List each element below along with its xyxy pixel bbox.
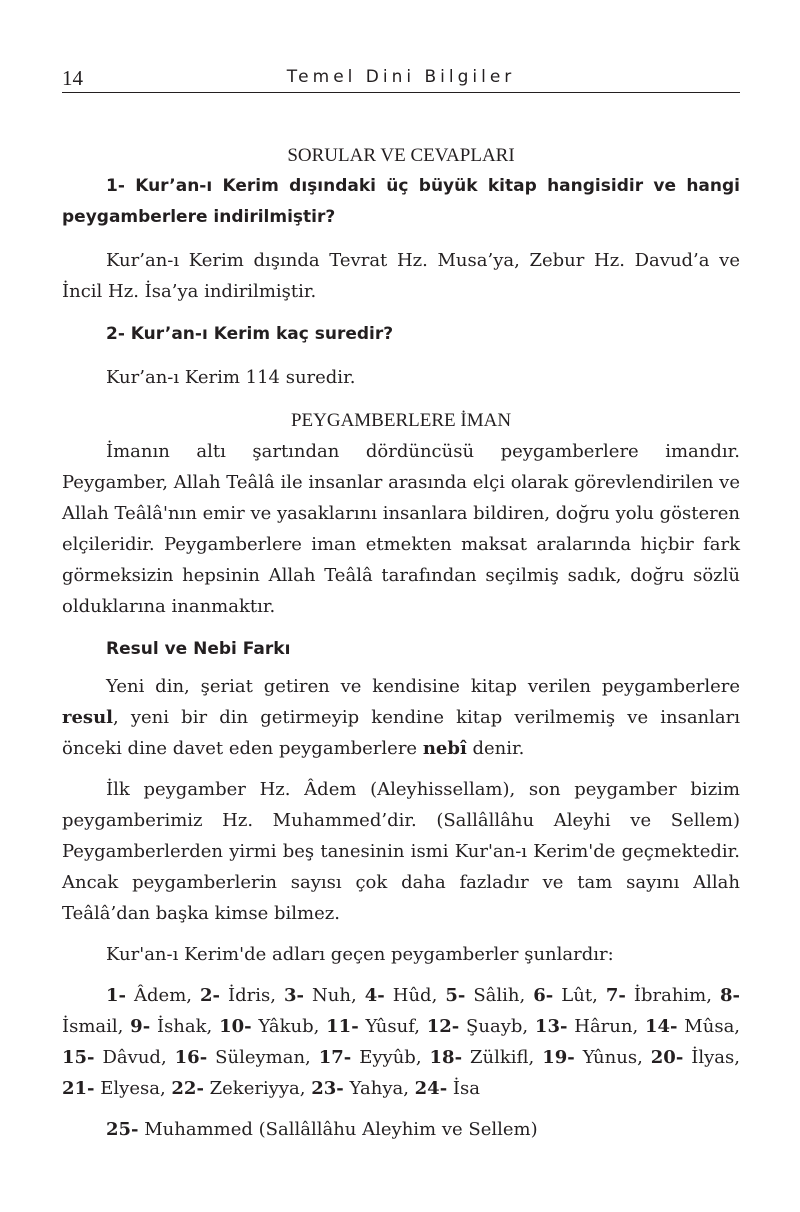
page-content (62, 140, 740, 1155)
prophet-number: 9- (130, 1016, 151, 1037)
answer-2: Kur’an-ı Kerim 114 suredir. (106, 367, 356, 388)
answer-1: Kur’an-ı Kerim dışında Tevrat Hz. Musa’ya, Zebur Hz. Davud’a ve İncil Hz. İsa’ya indirilmiştir. (62, 250, 740, 302)
prophet-name: Zülkifl, (462, 1047, 543, 1068)
prophet-number: 13- (534, 1016, 568, 1037)
prophet-name: Zekeriyya, (203, 1078, 312, 1099)
prophet-name: Sâlih, (465, 985, 534, 1006)
paragraph-first-last-prophet: İlk peygamber Hz. Âdem (Aleyhissellam), son peygamber bizim peygamberimiz Hz. Muhammed’dir. (Sallâllâhu Aleyhi ve Sellem) Peygamberlerden yirmi beş tanesinin ismi Kur'an-ı Kerim'de geçmektedir. Ancak peygamberlerin sayısı çok daha fazladır ve tam sayını Allah Teâlâ’dan başka kimse bilmez. (62, 779, 740, 924)
section-title-prophets: PEYGAMBERLERE İMAN (290, 410, 512, 431)
prophet-name: Süleyman, (207, 1047, 319, 1068)
prophet-number: 3- (284, 985, 305, 1006)
text-segment: denir. (466, 738, 525, 759)
prophet-name: Âdem, (126, 985, 201, 1006)
term-nebi: nebî (422, 738, 467, 759)
prophet-number: 24- (414, 1078, 448, 1099)
question-2: 2- Kur’an-ı Kerim kaç suredir? (106, 324, 394, 344)
text-segment: , yeni bir din getirmeyip kendine kitap verilmemiş ve insanları önceki dine davet eden peygamberlere (62, 707, 740, 759)
prophet-name: İlyas, (683, 1047, 740, 1068)
prophet-number: 5- (445, 985, 466, 1006)
prophet-number: 11- (326, 1016, 359, 1037)
page-header (62, 66, 740, 93)
section-title-questions: SORULAR VE CEVAPLARI (287, 145, 515, 166)
prophet-name: Mûsa, (677, 1016, 741, 1037)
prophet-name: İsa (447, 1078, 480, 1099)
prophet-name: Lût, (553, 985, 606, 1006)
prophet-number: 22- (171, 1078, 204, 1099)
prophet-number: 25- (106, 1119, 139, 1140)
paragraph-prophets-intro: Kur'an-ı Kerim'de adları geçen peygamberler şunlardır: (106, 944, 614, 965)
term-resul: resul (62, 707, 113, 728)
prophet-number: 19- (542, 1047, 575, 1068)
prophet-name: İshak, (150, 1016, 220, 1037)
prophet-list (62, 980, 740, 1104)
prophet-name: Nuh, (304, 985, 365, 1006)
prophet-number: 14- (644, 1016, 678, 1037)
prophet-number: 23- (311, 1078, 344, 1099)
prophet-list-last (62, 1114, 740, 1145)
prophet-name: Yûsuf, (358, 1016, 427, 1037)
prophet-number: 2- (200, 985, 221, 1006)
page-number: 14 (62, 66, 83, 90)
prophet-number: 10- (219, 1016, 252, 1037)
prophet-name: Eyyûb, (351, 1047, 430, 1068)
prophet-name: Dâvud, (94, 1047, 175, 1068)
prophet-name: Muhammed (Sallâllâhu Aleyhim ve Sellem) (138, 1119, 538, 1140)
prophet-name: İdris, (220, 985, 285, 1006)
prophet-number: 6- (533, 985, 554, 1006)
prophet-name: İsmail, (62, 1016, 131, 1037)
prophet-number: 20- (650, 1047, 684, 1068)
prophet-number: 18- (429, 1047, 463, 1068)
prophet-name: Yûnus, (574, 1047, 651, 1068)
prophet-name: Hûd, (384, 985, 446, 1006)
prophet-number: 12- (426, 1016, 460, 1037)
prophet-name: Elyesa, (94, 1078, 172, 1099)
prophet-number: 8- (719, 985, 740, 1006)
prophet-number: 7- (605, 985, 626, 1006)
prophet-number: 4- (364, 985, 385, 1006)
prophet-name: Şuayb, (459, 1016, 535, 1037)
subheading-resul-nebi: Resul ve Nebi Farkı (106, 639, 291, 659)
prophet-name: Hârun, (567, 1016, 645, 1037)
prophet-name: İbrahim, (625, 985, 720, 1006)
question-1: 1- Kur’an-ı Kerim dışındaki üç büyük kitap hangisidir ve hangi peygamberlere indirilmiştir? (62, 176, 740, 227)
paragraph-resul-nebi (62, 671, 740, 764)
paragraph-belief-in-prophets: İmanın altı şartından dördüncüsü peygamberlere imandır. Peygamber, Allah Teâlâ ile insanlar arasında elçi olarak görevlendirilen ve Allah Teâlâ'nın emir ve yasaklarını insanlara bildiren, doğru yolu gösteren elçileridir. Peygamberlere iman etmekten maksat aralarında hiçbir fark görmeksizin hepsinin Allah Teâlâ tarafından seçilmiş sadık, doğru sözlü olduklarına inanmaktır. (62, 441, 740, 617)
prophet-number: 1- (106, 985, 126, 1006)
text-segment: Yeni din, şeriat getiren ve kendisine kitap verilen peygamberlere (106, 676, 740, 697)
prophet-number: 16- (174, 1047, 208, 1068)
prophet-name: Yâkub, (251, 1016, 327, 1037)
running-title: Temel Dini Bilgiler (286, 67, 516, 87)
prophet-name: Yahya, (343, 1078, 415, 1099)
prophet-number: 17- (318, 1047, 352, 1068)
prophet-number: 15- (62, 1047, 95, 1068)
prophet-number: 21- (62, 1078, 95, 1099)
